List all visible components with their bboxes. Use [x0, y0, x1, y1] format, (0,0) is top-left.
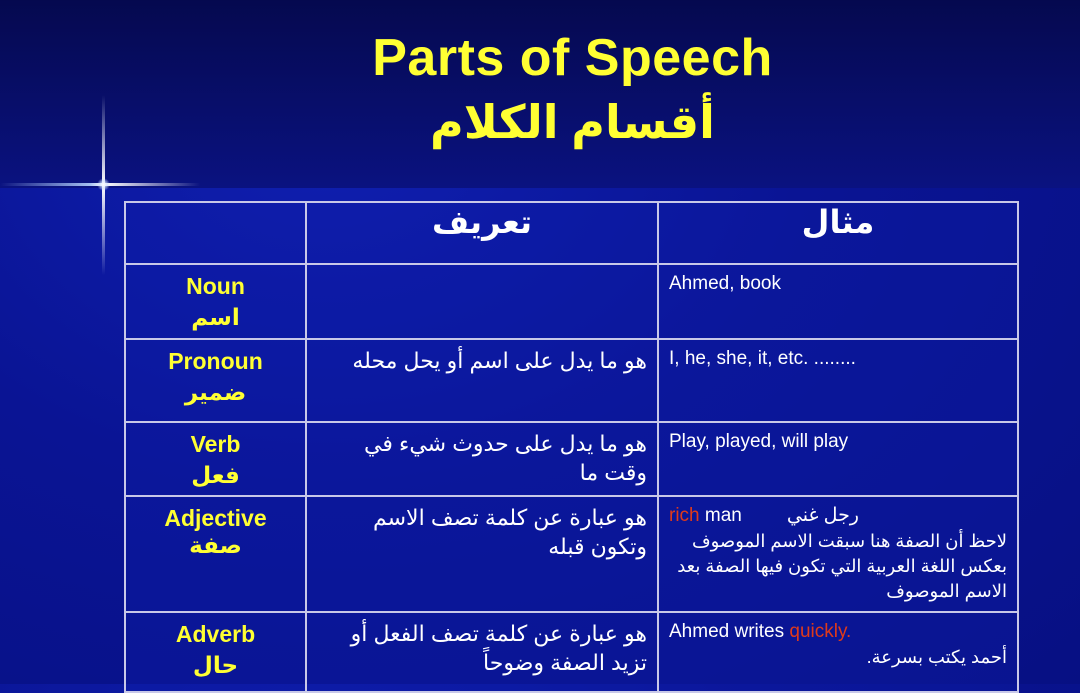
definition-cell: هو ما يدل على حدوث شيء في وقت ما [306, 422, 658, 496]
example-text: I, he, she, it, etc. ........ [669, 348, 856, 369]
title-arabic: أقسام الكلام [430, 96, 715, 148]
part-english: Adjective [164, 505, 267, 531]
parts-of-speech-table [124, 201, 1019, 693]
sparkle-star-icon [97, 178, 110, 191]
header-part [125, 202, 306, 264]
table-row [125, 496, 1018, 612]
part-cell [125, 496, 306, 612]
part-english: Pronoun [168, 348, 263, 374]
example-cell [658, 612, 1018, 692]
table-row [125, 264, 1018, 339]
part-english: Adverb [175, 621, 256, 647]
part-cell [125, 612, 306, 692]
example-text: Ahmed, book [669, 273, 781, 294]
part-arabic: فعل [191, 462, 240, 488]
example-text: Play, played, will play [669, 431, 849, 452]
adjective-note: لاحظ أن الصفة هنا سبقت الاسم الموصوف بعكس اللغة العربية التي تكون فيها الصفة بعد الاسم الموصوف [677, 531, 1007, 601]
title-english: Parts of Speech [372, 29, 773, 87]
part-arabic: صفة [189, 532, 242, 558]
adjective-word: rich [669, 505, 700, 526]
part-cell [125, 339, 306, 422]
example-cell [658, 264, 1018, 339]
part-cell [125, 264, 306, 339]
table-row [125, 339, 1018, 422]
header-definition: تعريف [306, 202, 658, 264]
definition-cell [306, 264, 658, 339]
header-row [125, 202, 1018, 264]
definition-cell: هو عبارة عن كلمة تصف الفعل أو تزيد الصفة وضوحاً [306, 612, 658, 692]
adjective-example-english [669, 503, 742, 529]
definition-cell: هو ما يدل على اسم أو يحل محله [306, 339, 658, 422]
adverb-word: quickly. [789, 621, 852, 642]
example-cell [658, 496, 1018, 612]
adjective-example-line [669, 503, 1007, 529]
example-cell [658, 422, 1018, 496]
part-arabic: حال [192, 652, 239, 678]
noun-word: man [704, 505, 742, 526]
header-example: مثال [658, 202, 1018, 264]
adverb-example-arabic: أحمد يكتب بسرعة. [866, 647, 1007, 667]
part-cell [125, 422, 306, 496]
example-cell [658, 339, 1018, 422]
adverb-example-prefix: Ahmed writes [669, 621, 785, 642]
adjective-example-arabic: رجل غني [786, 505, 859, 526]
adverb-example-english [669, 619, 1007, 645]
table-row [125, 612, 1018, 692]
part-english: Noun [186, 273, 245, 299]
part-english: Verb [190, 431, 241, 457]
part-arabic: اسم [191, 304, 240, 330]
table-row [125, 422, 1018, 496]
definition-cell: هو عبارة عن كلمة تصف الاسم وتكون قبله [306, 496, 658, 612]
part-arabic: ضمير [184, 379, 247, 405]
